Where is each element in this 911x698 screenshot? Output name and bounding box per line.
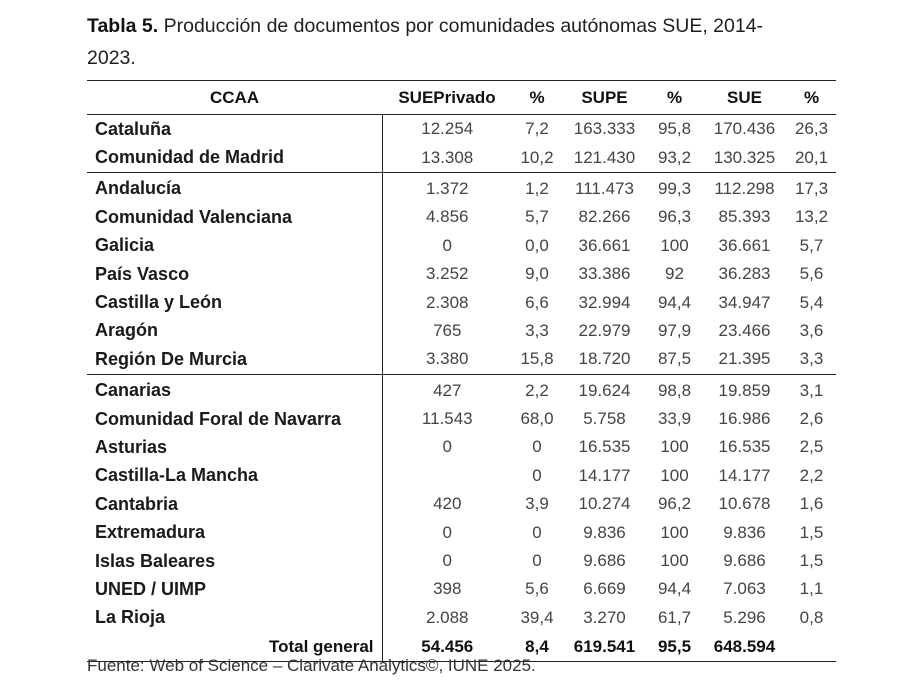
- row-pct-supe: 100: [660, 522, 689, 542]
- table-row: [87, 490, 836, 518]
- table-row: [87, 405, 836, 433]
- row-pct-privado: 2,2: [525, 380, 549, 400]
- table-row: [87, 288, 836, 316]
- row-sueprivado: 0: [442, 235, 452, 255]
- row-pct-privado: 39,4: [520, 607, 554, 627]
- row-supe: 6.669: [583, 579, 626, 599]
- row-name: Comunidad de Madrid: [87, 143, 382, 172]
- row-sue: 130.325: [702, 143, 787, 172]
- header-ccaa: CCAA: [87, 81, 382, 115]
- row-pct-sue: 1,6: [799, 494, 824, 514]
- row-supe: 16.535: [578, 437, 631, 457]
- data-table-wrapper: [87, 80, 836, 662]
- row-pct-sue: 1,5: [799, 551, 824, 571]
- row-supe: 163.333: [573, 119, 636, 139]
- row-sue: 170.436: [713, 119, 776, 139]
- row-sueprivado: 1.372: [425, 178, 469, 198]
- table-row: [87, 604, 836, 632]
- row-supe: 10.274: [578, 494, 631, 514]
- row-sue: 7.063: [723, 579, 766, 599]
- row-sue: 9.686: [723, 551, 766, 571]
- row-pct-sue: 3,1: [799, 380, 824, 400]
- row-sue: 36.661: [718, 235, 771, 255]
- row-name: Aragón: [87, 317, 382, 345]
- row-supe: 18.720: [562, 345, 647, 374]
- row-sue: 16.986: [718, 409, 771, 429]
- table-row: [87, 433, 836, 461]
- row-sue: 19.859: [718, 380, 771, 400]
- table-caption: [87, 10, 807, 74]
- table-row: [87, 462, 836, 490]
- row-sue: 9.836: [723, 522, 766, 542]
- row-pct-privado: 0: [532, 522, 542, 542]
- row-sueprivado: 3.252: [425, 264, 469, 284]
- row-name: Comunidad Foral de Navarra: [87, 405, 382, 433]
- caption-label: Tabla 5.: [87, 15, 159, 37]
- row-supe: 19.624: [578, 380, 631, 400]
- row-pct-sue: 3,3: [787, 345, 836, 374]
- production-table: [87, 80, 836, 662]
- total-sue: 648.594: [702, 632, 787, 662]
- row-pct-privado: 0: [532, 437, 542, 457]
- header-pct-privado: %: [512, 81, 562, 115]
- row-name: País Vasco: [87, 260, 382, 288]
- header-pct-supe: %: [647, 81, 702, 115]
- row-pct-privado: 6,6: [525, 292, 549, 312]
- row-sueprivado: 765: [433, 320, 462, 340]
- row-pct-sue: 2,6: [799, 409, 824, 429]
- row-sue: 36.283: [718, 264, 771, 284]
- row-sueprivado: 427: [433, 380, 462, 400]
- row-pct-supe: 96,3: [657, 207, 692, 227]
- row-pct-supe: 99,3: [657, 178, 692, 198]
- row-pct-sue: 2,2: [799, 465, 824, 485]
- total-pct-priv: 8,4: [512, 632, 562, 662]
- row-pct-sue: 2,5: [799, 437, 824, 457]
- header-row: [87, 81, 836, 115]
- row-name: Región De Murcia: [87, 345, 382, 374]
- row-sueprivado: 12.254: [421, 119, 474, 139]
- table-row: [87, 547, 836, 575]
- row-pct-sue: 5,6: [799, 264, 824, 284]
- row-sue: 21.395: [702, 345, 787, 374]
- row-supe: 9.836: [583, 522, 626, 542]
- row-sueprivado: 0: [442, 551, 452, 571]
- row-sueprivado: 11.543: [421, 409, 473, 429]
- row-pct-sue: 1,1: [799, 579, 824, 599]
- row-name: Asturias: [87, 433, 382, 461]
- row-name: Andalucía: [87, 172, 382, 203]
- row-supe: 22.979: [578, 320, 631, 340]
- row-pct-sue: 0,8: [799, 607, 824, 627]
- row-sueprivado: 0: [442, 437, 452, 457]
- row-supe: 111.473: [575, 178, 634, 198]
- row-pct-supe: 97,9: [657, 320, 692, 340]
- row-supe: 5.758: [583, 409, 626, 429]
- row-pct-supe: 98,8: [657, 380, 692, 400]
- row-pct-supe: 61,7: [657, 607, 692, 627]
- row-sue: 23.466: [718, 320, 771, 340]
- row-name: Castilla-La Mancha: [87, 462, 382, 490]
- row-supe: 33.386: [578, 264, 631, 284]
- source-note: Fuente: Web of Science – Clarivate Analytics©, IUNE 2025.: [87, 656, 536, 675]
- row-sueprivado: 420: [433, 494, 462, 514]
- row-pct-privado: 9,0: [525, 264, 549, 284]
- row-pct-sue: 3,6: [799, 320, 824, 340]
- total-pct-sue: [787, 632, 836, 662]
- row-pct-supe: 92: [665, 264, 684, 284]
- row-name: Extremadura: [87, 518, 382, 546]
- row-pct-privado: 0,0: [525, 235, 549, 255]
- row-pct-supe: 100: [660, 437, 689, 457]
- row-pct-supe: 96,2: [657, 494, 692, 514]
- row-pct-supe: 93,2: [647, 143, 702, 172]
- header-sue: SUE: [702, 81, 787, 115]
- row-sue: 14.177: [718, 465, 771, 485]
- row-sueprivado: 2.308: [425, 292, 469, 312]
- row-sue: 34.947: [718, 292, 771, 312]
- row-pct-supe: 100: [660, 465, 689, 485]
- row-supe: 36.661: [578, 235, 631, 255]
- row-name: Comunidad Valenciana: [87, 203, 382, 231]
- table-row: [87, 260, 836, 288]
- row-pct-sue: 1,5: [799, 522, 824, 542]
- row-supe: 9.686: [583, 551, 626, 571]
- row-pct-supe: 94,4: [657, 292, 692, 312]
- row-pct-supe: 87,5: [647, 345, 702, 374]
- row-pct-supe: 100: [660, 551, 689, 571]
- table-row: [87, 232, 836, 260]
- row-pct-privado: 3,9: [525, 494, 549, 514]
- table-body: [87, 115, 836, 633]
- row-sueprivado: 398: [433, 579, 462, 599]
- table-row: [87, 317, 836, 345]
- row-pct-privado: 3,3: [525, 320, 549, 340]
- row-pct-privado: 10,2: [512, 143, 562, 172]
- row-sue: 16.535: [718, 437, 771, 457]
- row-sueprivado: 2.088: [425, 607, 469, 627]
- row-supe: 14.177: [578, 465, 631, 485]
- row-pct-sue: 5,7: [799, 235, 824, 255]
- row-pct-privado: 0: [532, 465, 542, 485]
- row-sueprivado: 0: [442, 522, 452, 542]
- row-pct-sue: 17,3: [794, 178, 829, 198]
- row-pct-privado: 0: [532, 551, 542, 571]
- row-pct-sue: 13,2: [794, 207, 829, 227]
- header-pct-sue: %: [787, 81, 836, 115]
- table-row: [87, 143, 836, 172]
- row-name: Cantabria: [87, 490, 382, 518]
- row-pct-supe: 94,4: [657, 579, 692, 599]
- table-row: [87, 345, 836, 374]
- row-pct-sue: 26,3: [794, 119, 829, 139]
- row-sueprivado: 13.308: [382, 143, 512, 172]
- row-pct-supe: 33,9: [657, 409, 692, 429]
- caption-text: Producción de documentos por comunidades autónomas SUE, 2014-2023.: [87, 15, 764, 69]
- table-row: [87, 518, 836, 546]
- row-pct-privado: 15,8: [512, 345, 562, 374]
- row-sue: 5.296: [723, 607, 766, 627]
- row-name: Canarias: [87, 374, 382, 405]
- row-sueprivado: [382, 462, 512, 490]
- row-sueprivado: 4.856: [425, 207, 469, 227]
- row-name: Islas Baleares: [87, 547, 382, 575]
- total-supe: 619.541: [562, 632, 647, 662]
- row-name: Castilla y León: [87, 288, 382, 316]
- table-row: [87, 374, 836, 405]
- row-pct-supe: 95,8: [657, 119, 692, 139]
- row-supe: 32.994: [578, 292, 631, 312]
- row-pct-privado: 1,2: [525, 178, 549, 198]
- total-pct-supe: 95,5: [647, 632, 702, 662]
- row-sue: 10.678: [718, 494, 771, 514]
- total-label: Total general: [87, 632, 382, 662]
- row-name: Galicia: [87, 232, 382, 260]
- row-pct-privado: 68,0: [520, 409, 554, 429]
- row-pct-sue: 20,1: [787, 143, 836, 172]
- row-supe: 3.270: [583, 607, 626, 627]
- row-pct-sue: 5,4: [799, 292, 824, 312]
- row-sue: 112.298: [714, 178, 775, 198]
- row-sue: 85.393: [718, 207, 771, 227]
- row-name: Cataluña: [87, 115, 382, 144]
- row-pct-supe: 100: [660, 235, 689, 255]
- row-name: UNED / UIMP: [87, 575, 382, 603]
- row-pct-privado: 5,6: [525, 579, 549, 599]
- row-name: La Rioja: [87, 604, 382, 632]
- row-sueprivado: 3.380: [382, 345, 512, 374]
- row-pct-privado: 7,2: [525, 119, 549, 139]
- header-supe: SUPE: [562, 81, 647, 115]
- table-row: [87, 172, 836, 203]
- table-row: [87, 575, 836, 603]
- row-supe: 121.430: [562, 143, 647, 172]
- table-row: [87, 115, 836, 144]
- header-sueprivado: SUEPrivado: [382, 81, 512, 115]
- row-pct-privado: 5,7: [525, 207, 549, 227]
- row-supe: 82.266: [578, 207, 631, 227]
- table-row: [87, 203, 836, 231]
- total-priv: 54.456: [382, 632, 512, 662]
